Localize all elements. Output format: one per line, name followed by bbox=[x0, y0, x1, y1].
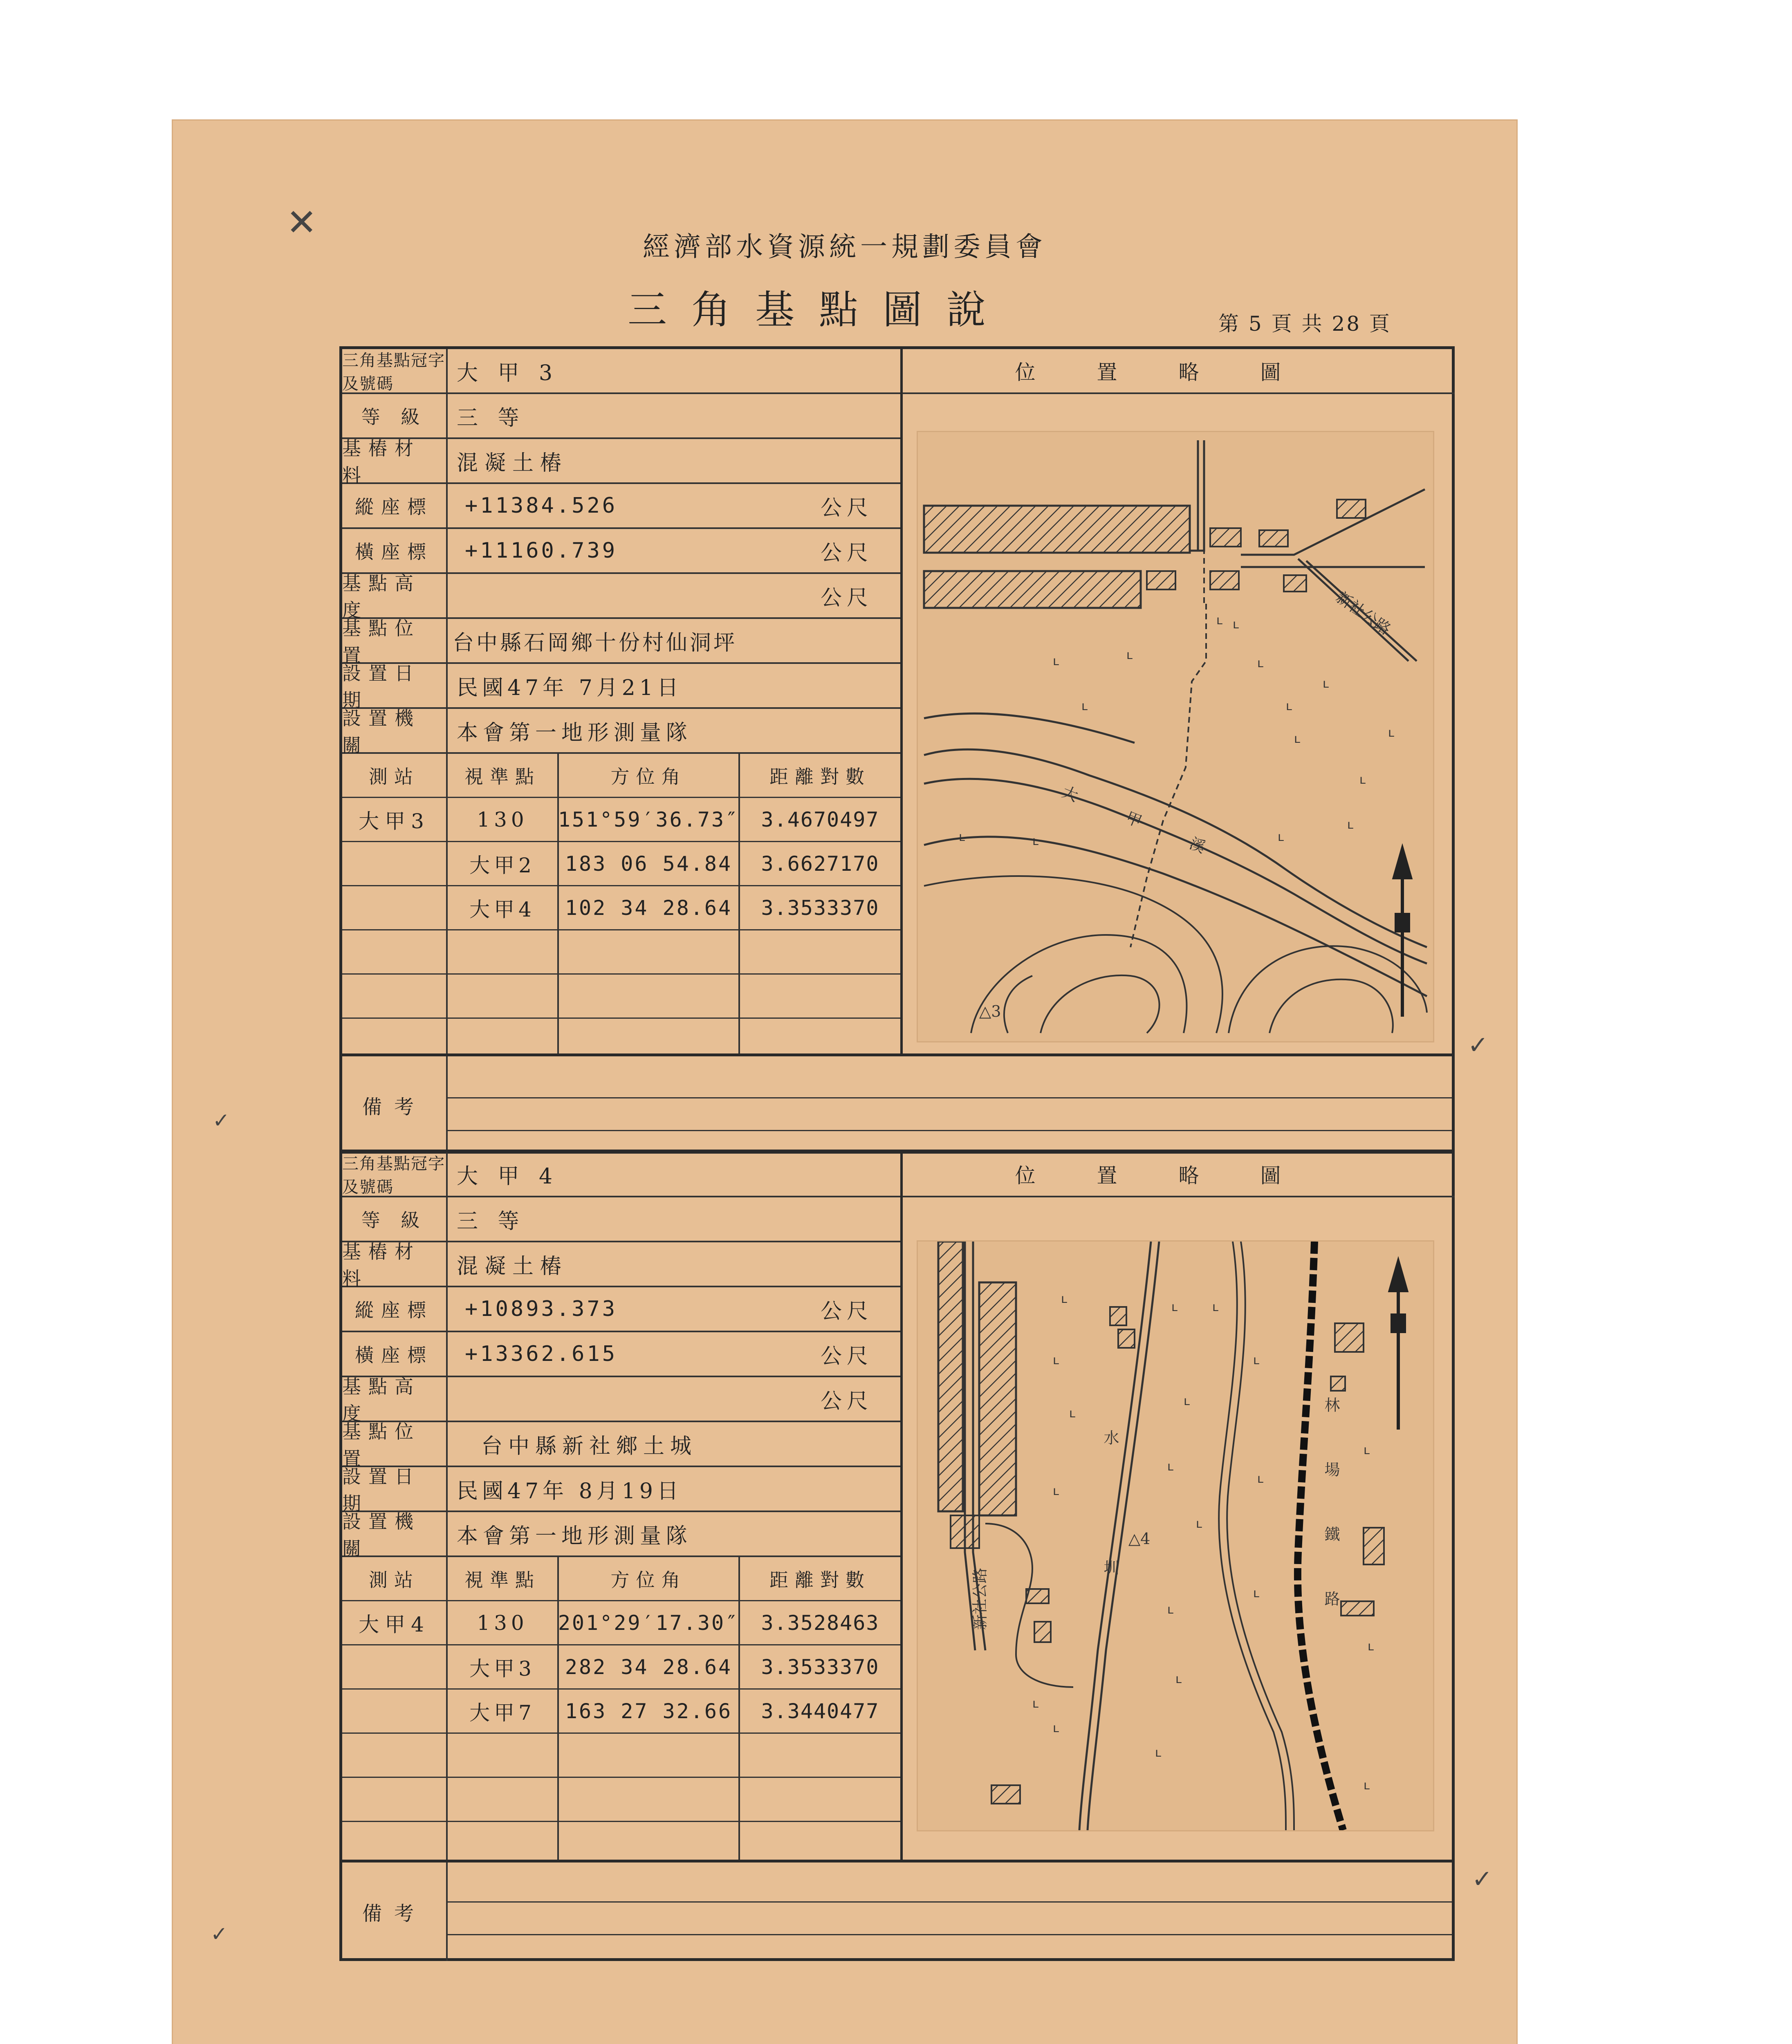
triangulation-point-marker: △4 bbox=[1128, 1530, 1151, 1548]
svg-text:ʟ: ʟ bbox=[1257, 1472, 1264, 1486]
row-agency bbox=[342, 1511, 900, 1560]
col-station-header: 測站 bbox=[342, 1557, 448, 1600]
building-blocks bbox=[924, 500, 1366, 608]
col-target-header: 視準點 bbox=[448, 754, 559, 797]
row-elevation bbox=[342, 574, 900, 619]
road-marker-1 bbox=[979, 588, 1394, 1020]
svg-text:ʟ: ʟ bbox=[1294, 732, 1301, 746]
label: 基樁材料 bbox=[342, 1242, 448, 1286]
row-grade bbox=[342, 394, 900, 439]
svg-text:ʟ: ʟ bbox=[1053, 1484, 1059, 1498]
location-map-panel bbox=[902, 1152, 1455, 1860]
logdist-cell: 3.3440477 bbox=[761, 1699, 879, 1723]
row-northing bbox=[342, 1287, 900, 1332]
label: 等 級 bbox=[342, 394, 448, 437]
row-monument bbox=[342, 439, 900, 484]
target-cell: 130 bbox=[448, 1601, 559, 1644]
svg-text:ʟ: ʟ bbox=[1388, 726, 1395, 740]
row-date bbox=[342, 1466, 900, 1515]
row-date bbox=[342, 664, 900, 709]
trail-line bbox=[985, 1524, 1073, 1687]
col-azimuth-header: 方位角 bbox=[559, 1557, 740, 1600]
svg-text:ʟ: ʟ bbox=[1364, 1778, 1370, 1793]
label: 設置日期 bbox=[342, 664, 448, 707]
target-cell: 130 bbox=[448, 798, 559, 841]
remarks-line bbox=[448, 1130, 1452, 1131]
easting-value: +11160.739 bbox=[465, 538, 618, 563]
map-drawing bbox=[918, 432, 1433, 1041]
organization-title: 經濟部水資源統一規劃委員會 bbox=[643, 231, 1047, 262]
svg-text:ʟ: ʟ bbox=[1359, 773, 1366, 787]
row-point-name bbox=[342, 349, 900, 394]
pen-check-mark: ✓ bbox=[1468, 1031, 1489, 1060]
svg-text:ʟ: ʟ bbox=[1347, 818, 1354, 832]
remarks-line bbox=[448, 1934, 1452, 1935]
station-cell bbox=[342, 1690, 448, 1732]
azimuth-cell: 151°59′36.73″ bbox=[559, 798, 740, 841]
point-name-value: 大 甲 3 bbox=[457, 361, 559, 385]
svg-text:ʟ: ʟ bbox=[1175, 1672, 1182, 1686]
remarks-label: 備考 bbox=[342, 1056, 448, 1154]
location-sketch-map bbox=[917, 1240, 1434, 1831]
unit-label: 公尺 bbox=[821, 1299, 873, 1324]
svg-text:ʟ: ʟ bbox=[1184, 1394, 1190, 1408]
table-row bbox=[342, 1734, 900, 1778]
logdist-cell: 3.3533370 bbox=[761, 1655, 879, 1679]
road-label: 新社公路 bbox=[971, 1567, 989, 1630]
label: 縱座標 bbox=[342, 484, 448, 527]
page-number: 第 5 頁 共 28 頁 bbox=[1218, 312, 1391, 336]
svg-text:ʟ: ʟ bbox=[1167, 1459, 1174, 1474]
remarks-area bbox=[342, 1860, 1452, 1961]
pen-x-mark: ✕ bbox=[286, 201, 317, 244]
azimuth-cell: 102 34 28.64 bbox=[559, 886, 740, 929]
river-label: 大甲溪 bbox=[1059, 782, 1258, 877]
remarks-label: 備考 bbox=[342, 1862, 448, 1961]
svg-text:ʟ: ʟ bbox=[1081, 699, 1088, 713]
label: 基點高度 bbox=[342, 574, 448, 617]
date-value: 民國47年 7月21日 bbox=[457, 675, 682, 700]
svg-text:ʟ: ʟ bbox=[1323, 677, 1329, 691]
table-row bbox=[342, 842, 900, 886]
table-row bbox=[342, 1778, 900, 1822]
svg-text:ʟ: ʟ bbox=[1155, 1746, 1162, 1760]
row-agency bbox=[342, 709, 900, 754]
pen-check-mark: ✓ bbox=[213, 1109, 230, 1132]
location-value: 台中縣石岡鄉十份村仙洞坪 bbox=[453, 630, 738, 655]
label: 橫座標 bbox=[342, 1332, 448, 1376]
svg-text:ʟ: ʟ bbox=[1233, 617, 1239, 632]
svg-text:ʟ: ʟ bbox=[1196, 1517, 1202, 1531]
svg-text:ʟ: ʟ bbox=[1278, 830, 1284, 844]
row-easting bbox=[342, 529, 900, 574]
station-cell: 大甲4 bbox=[342, 1601, 448, 1644]
remarks-line bbox=[448, 1097, 1452, 1098]
observation-header bbox=[342, 1557, 900, 1601]
row-point-name bbox=[342, 1152, 900, 1197]
target-cell: 大甲2 bbox=[448, 842, 559, 885]
table-row bbox=[342, 975, 900, 1019]
logdist-cell: 3.6627170 bbox=[761, 852, 879, 876]
station-cell bbox=[342, 1645, 448, 1688]
station-cell: 大甲3 bbox=[342, 798, 448, 841]
table-row bbox=[342, 1019, 900, 1053]
vegetation-symbols bbox=[959, 613, 1394, 848]
logdist-cell: 3.4670497 bbox=[761, 807, 879, 831]
svg-text:ʟ: ʟ bbox=[1253, 1353, 1260, 1367]
svg-text:ʟ: ʟ bbox=[1171, 1300, 1178, 1314]
remarks-line bbox=[448, 1901, 1452, 1903]
svg-text:ʟ: ʟ bbox=[1212, 1300, 1219, 1314]
table-row bbox=[342, 1690, 900, 1734]
col-azimuth-header: 方位角 bbox=[559, 754, 740, 797]
row-elevation bbox=[342, 1376, 900, 1425]
svg-text:ʟ: ʟ bbox=[1053, 1721, 1059, 1735]
svg-text:ʟ: ʟ bbox=[1069, 1406, 1076, 1421]
document-title: 三角基點圖說 bbox=[628, 287, 1010, 333]
svg-text:ʟ: ʟ bbox=[1216, 613, 1223, 628]
table-row bbox=[342, 1645, 900, 1690]
map-title: 位置略圖 bbox=[902, 1152, 1455, 1197]
remarks-area bbox=[342, 1053, 1452, 1154]
label: 橫座標 bbox=[342, 529, 448, 572]
target-cell: 大甲3 bbox=[448, 1645, 559, 1688]
svg-text:ʟ: ʟ bbox=[959, 830, 965, 844]
record-section-2 bbox=[339, 1150, 1455, 1961]
location-map-panel bbox=[902, 349, 1455, 1053]
unit-label: 公尺 bbox=[821, 585, 873, 610]
grade-value: 三 等 bbox=[457, 406, 526, 430]
north-arrow-icon bbox=[1394, 849, 1411, 1017]
record-section-1 bbox=[339, 346, 1455, 1154]
triangulation-point-marker: △3 bbox=[979, 1002, 1001, 1020]
table-row bbox=[342, 886, 900, 930]
location-sketch-map bbox=[917, 431, 1434, 1042]
railway-label: 林場鐵路 bbox=[1322, 1397, 1340, 1655]
northing-value: +11384.526 bbox=[465, 493, 618, 518]
logdist-cell: 3.3533370 bbox=[761, 896, 879, 920]
location-value: 台中縣新社鄉土城 bbox=[481, 1434, 698, 1459]
easting-value: +13362.615 bbox=[465, 1342, 618, 1366]
col-logdist-header: 距離對數 bbox=[769, 1569, 871, 1591]
svg-text:ʟ: ʟ bbox=[1167, 1602, 1174, 1617]
station-cell bbox=[342, 886, 448, 929]
svg-text:ʟ: ʟ bbox=[1061, 1292, 1068, 1306]
svg-text:ʟ: ʟ bbox=[1286, 699, 1292, 713]
grade-value: 三 等 bbox=[457, 1209, 526, 1234]
label: 設置機關 bbox=[342, 709, 448, 752]
col-logdist-header: 距離對數 bbox=[769, 765, 871, 788]
azimuth-cell: 201°29′17.30″ bbox=[559, 1601, 740, 1644]
observation-header bbox=[342, 754, 900, 798]
unit-label: 公尺 bbox=[821, 540, 873, 565]
azimuth-cell: 183 06 54.84 bbox=[559, 842, 740, 885]
row-location bbox=[342, 619, 900, 664]
svg-text:ʟ: ʟ bbox=[1053, 654, 1059, 668]
canal-line bbox=[1219, 1242, 1294, 1830]
station-cell bbox=[342, 842, 448, 885]
map-drawing bbox=[918, 1242, 1433, 1830]
date-value: 民國47年 8月19日 bbox=[457, 1479, 682, 1504]
unit-label: 公尺 bbox=[821, 495, 873, 520]
svg-text:ʟ: ʟ bbox=[1032, 1697, 1039, 1711]
label: 設置機關 bbox=[342, 1512, 448, 1555]
logdist-cell: 3.3528463 bbox=[761, 1611, 879, 1635]
svg-text:ʟ: ʟ bbox=[1257, 656, 1264, 670]
table-row bbox=[342, 930, 900, 975]
col-target-header: 視準點 bbox=[448, 1557, 559, 1600]
unit-label: 公尺 bbox=[821, 1344, 873, 1369]
river-lines bbox=[924, 713, 1427, 996]
label: 設置日期 bbox=[342, 1467, 448, 1511]
survey-sheet bbox=[172, 119, 1518, 2044]
monument-value: 混凝土樁 bbox=[457, 450, 568, 475]
label: 等 級 bbox=[342, 1197, 448, 1241]
north-arrow-icon bbox=[1390, 1262, 1406, 1430]
row-grade bbox=[342, 1197, 900, 1242]
svg-text:ʟ: ʟ bbox=[1364, 1443, 1370, 1457]
label: 三角基點冠字及號碼 bbox=[342, 349, 448, 392]
map-title: 位置略圖 bbox=[902, 349, 1455, 394]
table-row bbox=[342, 1822, 900, 1860]
pen-check-mark: ✓ bbox=[1472, 1865, 1493, 1894]
table-row bbox=[342, 798, 900, 842]
svg-text:ʟ: ʟ bbox=[1053, 1353, 1059, 1367]
svg-text:ʟ: ʟ bbox=[1368, 1639, 1374, 1654]
point-name-value: 大 甲 4 bbox=[457, 1164, 559, 1189]
azimuth-cell: 282 34 28.64 bbox=[559, 1645, 740, 1688]
row-monument bbox=[342, 1241, 900, 1290]
svg-text:ʟ: ʟ bbox=[1126, 648, 1133, 662]
agency-value: 本會第一地形測量隊 bbox=[457, 720, 693, 745]
monument-value: 混凝土樁 bbox=[457, 1254, 568, 1279]
target-cell: 大甲4 bbox=[448, 886, 559, 929]
azimuth-cell: 163 27 32.66 bbox=[559, 1690, 740, 1732]
northing-value: +10893.373 bbox=[465, 1297, 618, 1321]
canal-label: 水圳 bbox=[1101, 1430, 1119, 1690]
col-station-header: 測站 bbox=[342, 754, 448, 797]
row-easting bbox=[342, 1332, 900, 1377]
label: 縱座標 bbox=[342, 1287, 448, 1331]
label: 基點位置 bbox=[342, 619, 448, 662]
target-cell: 大甲7 bbox=[448, 1690, 559, 1732]
label: 基點位置 bbox=[342, 1422, 448, 1466]
label: 三角基點冠字及號碼 bbox=[342, 1152, 448, 1196]
label: 基點高度 bbox=[342, 1377, 448, 1421]
road-label: 新社公路 bbox=[1332, 588, 1394, 639]
agency-value: 本會第一地形測量隊 bbox=[457, 1524, 693, 1549]
row-location bbox=[342, 1421, 900, 1470]
svg-text:ʟ: ʟ bbox=[1253, 1586, 1260, 1600]
row-northing bbox=[342, 484, 900, 529]
table-row bbox=[342, 1601, 900, 1645]
svg-text:ʟ: ʟ bbox=[1032, 834, 1039, 848]
label: 基樁材料 bbox=[342, 439, 448, 482]
pen-check-mark: ✓ bbox=[211, 1922, 228, 1946]
unit-label: 公尺 bbox=[821, 1389, 873, 1414]
